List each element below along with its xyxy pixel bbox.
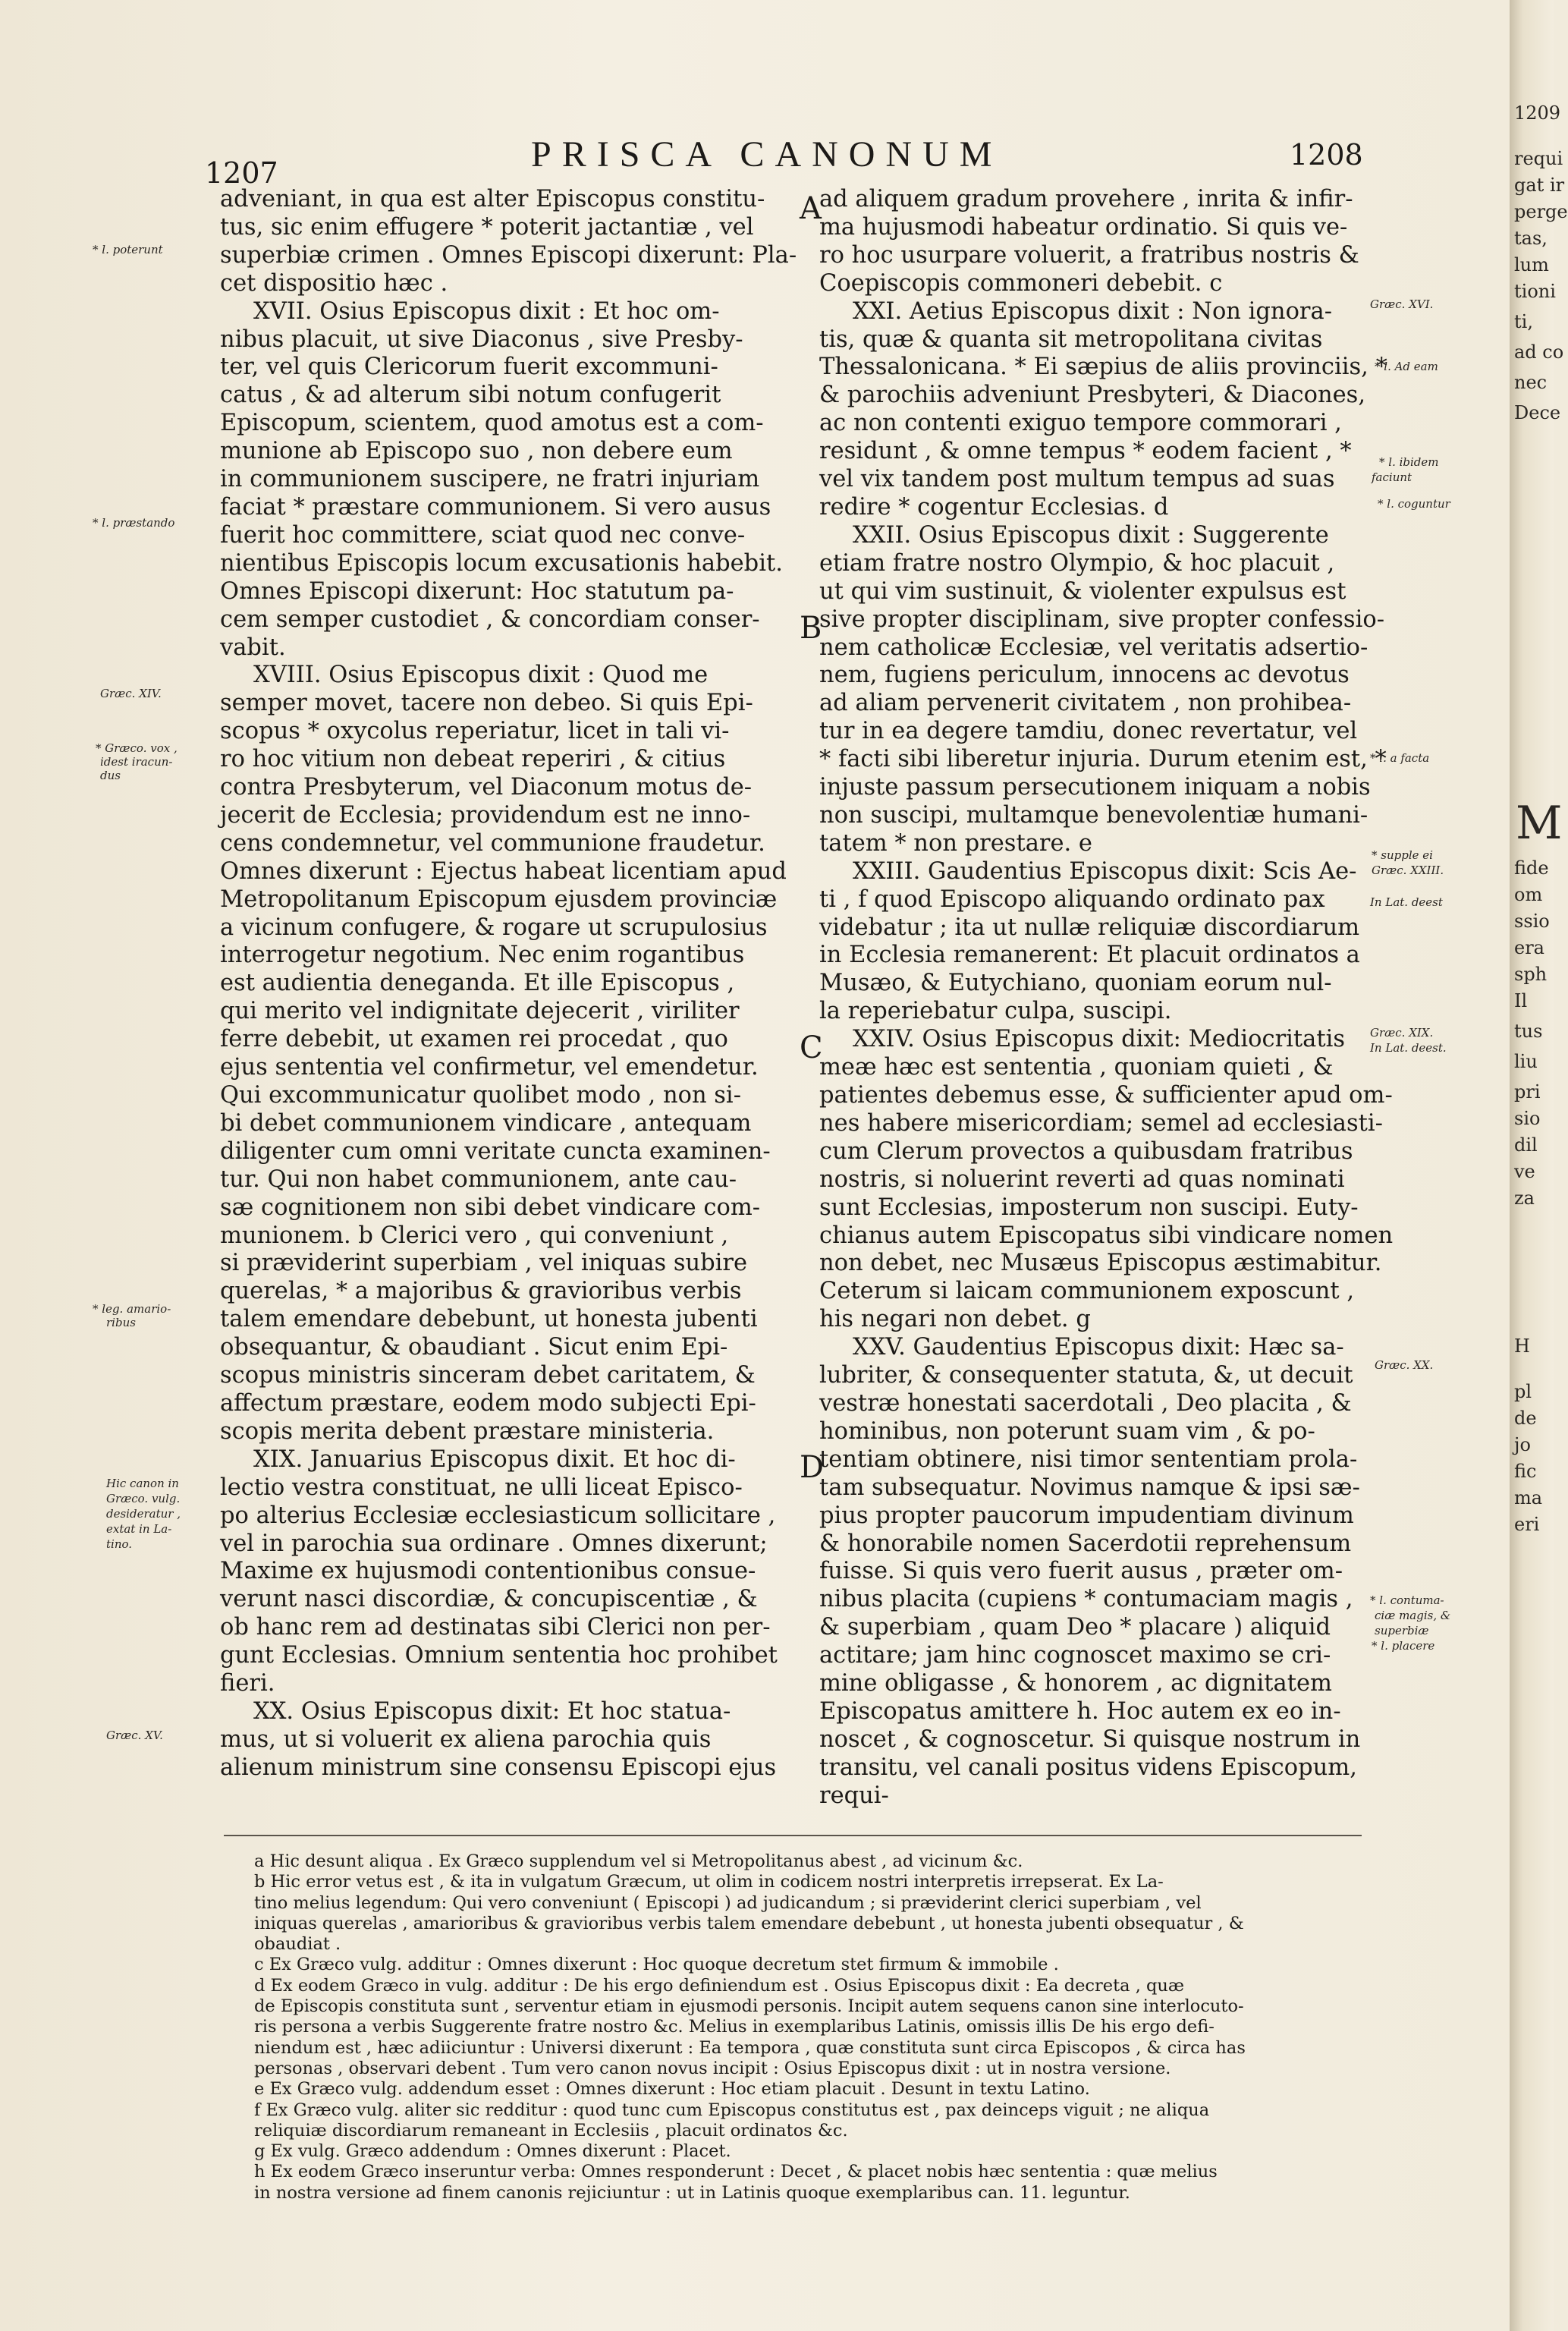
gutter-fragment: de: [1514, 1408, 1537, 1429]
text-line: ma hujusmodi habeatur ordinatio. Si quis ve-: [819, 213, 1348, 241]
text-line: vel in parochia sua ordinare . Omnes dixerunt;: [220, 1530, 768, 1557]
margin-note: Græc. XVI.: [1370, 297, 1434, 311]
text-line: Musæo, & Eutychiano, quoniam eorum nul-: [819, 970, 1332, 997]
text-line: Episcopum, scientem, quod amotus est a com-: [220, 410, 764, 437]
gutter-fragment: jo: [1514, 1434, 1531, 1455]
text-line: vel vix tandem post multum tempus ad suas: [819, 466, 1335, 493]
text-line: qui merito vel indignitate dejecerit , viriliter: [220, 998, 740, 1025]
footnote-line: c Ex Græco vulg. additur : Omnes dixerunt : Hoc quoque decretum stet firmum & immobile .: [254, 1955, 1059, 1975]
text-line: Coepiscopis commoneri debebit. c: [819, 269, 1223, 297]
text-line: lectio vestra constituat, ne ulli liceat Episco-: [220, 1474, 743, 1501]
text-line: XVIII. Osius Episcopus dixit : Quod me: [253, 662, 709, 689]
text-line: mine obligasse , & honorem , ac dignitatem: [819, 1670, 1332, 1697]
text-line: tur. Qui non habet communionem, ante cau-: [220, 1166, 737, 1193]
text-line: ejus sententia vel confirmetur, vel emendetur.: [220, 1054, 759, 1081]
footnote-line: h Ex eodem Græco inseruntur verba: Omnes responderunt : Decet , & placet nobis hæc sententia : quæ melius: [254, 2162, 1218, 2182]
section-marker-b: B: [800, 611, 822, 646]
text-line: munionem. b Clerici vero , qui conveniunt ,: [220, 1222, 729, 1249]
text-line: * facti sibi liberetur injuria. Durum etenim est, *: [819, 746, 1387, 773]
section-marker-a: A: [800, 191, 822, 226]
text-line: cens condemnetur, vel communione fraudetur.: [220, 829, 765, 857]
text-line: XXI. Aetius Episcopus dixit : Non ignora-: [853, 297, 1332, 325]
footnote-line: a Hic desunt aliqua . Ex Græco supplendum vel si Metropolitanus abest , ad vicinum &c.: [254, 1851, 1023, 1871]
margin-note: * leg. amario-: [93, 1302, 171, 1316]
text-line: alienum ministrum sine consensu Episcopi ejus: [220, 1754, 777, 1781]
text-line: est audientia deneganda. Et ille Episcopus ,: [220, 970, 735, 997]
text-line: faciat * præstare communionem. Si vero ausus: [220, 493, 771, 521]
text-line: & parochiis adveniunt Presbyteri, & Diacones,: [819, 382, 1366, 409]
text-line: XX. Osius Episcopus dixit: Et hoc statua-: [253, 1697, 731, 1725]
text-line: chianus autem Episcopatus sibi vindicare nomen: [819, 1222, 1394, 1249]
gutter-fragment: ma: [1514, 1487, 1543, 1508]
text-line: XXII. Osius Episcopus dixit : Suggerente: [853, 521, 1329, 549]
text-line: sive propter disciplinam, sive propter confessio-: [819, 606, 1385, 633]
text-line: XXIII. Gaudentius Episcopus dixit: Scis Ae-: [853, 857, 1357, 885]
section-marker-d: D: [800, 1450, 825, 1485]
gutter-fragment: tus: [1514, 1021, 1543, 1042]
text-line: XVII. Osius Episcopus dixit : Et hoc om-: [253, 297, 720, 325]
text-line: scopis merita debent præstare ministeria.: [220, 1417, 715, 1445]
margin-note: * l. poterunt: [93, 243, 163, 256]
text-line: residunt , & omne tempus * eodem facient , *: [819, 438, 1352, 465]
margin-note: extat in La-: [106, 1522, 172, 1536]
text-line: XIX. Januarius Episcopus dixit. Et hoc di-: [253, 1445, 736, 1473]
gutter-fragment: nec: [1514, 372, 1548, 393]
gutter-fragment: za: [1514, 1188, 1535, 1209]
text-line: requi-: [819, 1782, 889, 1809]
margin-note: * l. Ad eam: [1375, 360, 1438, 373]
text-line: affectum præstare, eodem modo subjecti Epi-: [220, 1389, 756, 1417]
margin-note: idest iracun-: [100, 755, 173, 769]
text-line: la reperiebatur culpa, suscipi.: [819, 998, 1172, 1025]
margin-note: dus: [100, 769, 121, 782]
gutter-fragment: sph: [1514, 964, 1548, 985]
text-line: Metropolitanum Episcopum ejusdem provinciæ: [220, 886, 778, 913]
text-line: scopus * oxycolus reperiatur, licet in tali vi-: [220, 718, 730, 745]
margin-note: tino.: [106, 1537, 133, 1551]
gutter-fragment: om: [1514, 884, 1543, 905]
footnote-line: e Ex Græco vulg. addendum esset : Omnes dixerunt : Hoc etiam placuit . Desunt in textu Latino.: [254, 2079, 1090, 2100]
footnote-line: niendum est , hæc adiiciuntur : Universi dixerunt : Ea tempora , quæ constituta sunt circa Episcopos , & circa has: [254, 2037, 1246, 2058]
margin-note: Hic canon in: [106, 1477, 179, 1490]
text-line: his negari non debet. g: [819, 1306, 1091, 1333]
margin-note: ciæ magis, &: [1375, 1609, 1451, 1622]
text-line: transitu, vel canali positus videns Episcopum,: [819, 1754, 1357, 1781]
margin-note: desideratur ,: [106, 1507, 181, 1521]
footnote-line: tino melius legendum: Qui vero conveniunt ( Episcopi ) ad judicandum ; si præviderint clerici superbiam , vel: [254, 1892, 1202, 1913]
text-line: bi debet communionem vindicare , antequam: [220, 1109, 752, 1137]
text-line: ter, vel quis Clericorum fuerit excommuni-: [220, 354, 718, 381]
text-line: cum Clerum provectos a quibusdam fratribus: [819, 1137, 1353, 1165]
gutter-fragment: ti,: [1514, 311, 1533, 332]
text-line: talem emendare debebunt, ut honesta jubenti: [220, 1306, 758, 1333]
margin-note: * supple ei: [1372, 848, 1433, 862]
gutter-fragment: era: [1514, 937, 1544, 958]
text-line: Qui excommunicatur quolibet modo , non si-: [220, 1082, 741, 1109]
gutter-fragment: 1209: [1514, 102, 1561, 124]
footnote-line: obaudiat .: [254, 1934, 341, 1955]
text-line: vestræ honestati sacerdotali , Deo placita , &: [819, 1389, 1352, 1417]
text-line: patientes debemus esse, & sufficienter apud om-: [819, 1082, 1393, 1109]
text-line: obsequantur, & obaudiant . Sicut enim Epi-: [220, 1334, 728, 1361]
margin-note: Græc. XX.: [1375, 1358, 1434, 1372]
gutter-fragment: gat ir: [1514, 175, 1565, 196]
footnote-line: reliquiæ discordiarum remaneant in Ecclesiis , placuit ordinatos &c.: [254, 2120, 848, 2141]
text-line: nem, fugiens periculum, innocens ac devotus: [819, 662, 1350, 689]
gutter-fragment: tas,: [1514, 228, 1548, 249]
footnote-line: b Hic error vetus est , & ita in vulgatum Græcum, ut olim in codicem nostri interpretis irrepserat. Ex La-: [254, 1872, 1164, 1892]
text-line: tus, sic enim effugere * poterit jactantiæ , vel: [220, 213, 754, 241]
text-line: Omnes dixerunt : Ejectus habeat licentiam apud: [220, 857, 787, 885]
text-line: adveniant, in qua est alter Episcopus constitu-: [220, 186, 765, 212]
text-line: scopus ministris sinceram debet caritatem, &: [220, 1362, 756, 1389]
text-line: Maxime ex hujusmodi contentionibus consue-: [220, 1558, 756, 1585]
margin-note: * l. ibidem: [1379, 455, 1439, 469]
gutter-fragment: liu: [1514, 1051, 1538, 1072]
text-line: verunt nasci discordiæ, & concupiscentiæ , &: [220, 1586, 758, 1613]
margin-note: * l. præstando: [93, 516, 175, 530]
text-line: & honorabile nomen Sacerdotii reprehensum: [819, 1530, 1352, 1557]
text-line: si præviderint superbiam , vel iniquas subire: [220, 1250, 748, 1277]
text-line: fuisse. Si quis vero fuerit ausus , præter om-: [819, 1558, 1343, 1585]
text-line: videbatur ; ita ut nullæ reliquiæ discordiarum: [819, 914, 1360, 941]
text-line: etiam fratre nostro Olympio, & hoc placuit ,: [819, 549, 1335, 577]
margin-note: superbiæ: [1375, 1624, 1429, 1637]
text-line: munione ab Episcopo suo , non debere eum: [220, 438, 733, 465]
margin-note: Græc. XV.: [106, 1729, 163, 1742]
text-line: in Ecclesia remanerent: Et placuit ordinatos a: [819, 942, 1360, 969]
footnote-line: iniquas querelas , amarioribus & gravioribus verbis talem emendare debebunt , ut honesta jubenti obsequatur , &: [254, 1913, 1244, 1933]
text-line: sunt Ecclesias, imposterum non suscipi. Euty-: [819, 1194, 1359, 1221]
text-line: Ceterum si laicam communionem exposcunt ,: [819, 1278, 1355, 1305]
text-line: Episcopatus amittere h. Hoc autem ex eo in-: [819, 1697, 1341, 1725]
text-line: nibus placuit, ut sive Diaconus , sive Presby-: [220, 326, 743, 353]
text-line: fuerit hoc committere, sciat quod nec conve-: [220, 521, 746, 549]
gutter-fragment: requi: [1514, 148, 1563, 169]
text-line: tis, quæ & quanta sit metropolitana civitas: [819, 326, 1323, 353]
text-line: querelas, * a majoribus & gravioribus verbis: [220, 1278, 742, 1305]
text-line: ad aliquem gradum provehere , inrita & infir-: [819, 186, 1353, 212]
text-line: XXV. Gaudentius Episcopus dixit: Hæc sa-: [853, 1334, 1344, 1361]
text-line: & superbiam , quam Deo * placare ) aliquid: [819, 1614, 1331, 1641]
gutter-fragment: pl: [1514, 1381, 1532, 1402]
text-line: injuste passum persecutionem iniquam a nobis: [819, 774, 1371, 801]
text-line: pius propter paucorum impudentiam divinum: [819, 1502, 1354, 1529]
text-line: actitare; jam hinc cognoscet maximo se cri-: [819, 1642, 1331, 1669]
text-line: gunt Ecclesias. Omnium sententia hoc prohibet: [220, 1642, 778, 1669]
margin-note: Græco. vulg.: [106, 1492, 181, 1505]
gutter-fragment: pri: [1514, 1081, 1541, 1103]
margin-note: Græc. XIV.: [100, 687, 162, 700]
gutter-fragment: Dece: [1514, 402, 1561, 423]
footnote-line: ris persona a verbis Suggerente fratre nostro &c. Melius in exemplaribus Latinis, omissis illis De his ergo defi-: [254, 2017, 1214, 2037]
text-line: non debet, nec Musæus Episcopus æstimabitur.: [819, 1250, 1382, 1277]
gutter-fragment: perge: [1514, 201, 1568, 222]
text-line: ro hoc usurpare voluerit, a fratribus nostris &: [819, 241, 1359, 269]
text-line: non suscipi, multamque benevolentiæ humani-: [819, 801, 1368, 829]
text-line: Omnes Episcopi dixerunt: Hoc statutum pa-: [220, 577, 734, 605]
margin-note: Græc. XIX.: [1370, 1026, 1434, 1040]
text-line: jecerit de Ecclesia; providendum est ne inno-: [220, 801, 751, 829]
text-line: superbiæ crimen . Omnes Episcopi dixerunt: Pla-: [220, 241, 797, 269]
gutter-fragment: M: [1516, 797, 1563, 850]
footnote-line: in nostra versione ad finem canonis rejiciuntur : ut in Latinis quoque exemplaribus can. 11. leguntur.: [254, 2182, 1130, 2203]
gutter-fragment: fide: [1514, 857, 1549, 879]
text-line: contra Presbyterum, vel Diaconum motus de-: [220, 774, 753, 801]
text-line: hominibus, non poterunt suam vim , & po-: [819, 1417, 1315, 1445]
footnote-line: g Ex vulg. Græco addendum : Omnes dixerunt : Placet.: [254, 2141, 731, 2162]
text-line: noscet , & cognoscetur. Si quisque nostrum in: [819, 1725, 1361, 1753]
text-line: lubriter, & consequenter statuta, &, ut decuit: [819, 1362, 1353, 1389]
text-line: ad aliam pervenerit civitatem , non prohibea-: [819, 690, 1352, 717]
text-line: ut qui vim sustinuit, & violenter expulsus est: [819, 577, 1346, 605]
gutter-fragment: dil: [1514, 1134, 1538, 1156]
text-line: tur in ea degere tamdiu, donec revertatur, vel: [819, 718, 1358, 745]
text-line: catus , & ad alterum sibi notum confugerit: [220, 382, 721, 409]
section-marker-c: C: [800, 1030, 823, 1065]
gutter-fragment: ssio: [1514, 911, 1550, 932]
text-line: meæ hæc est sententia , quoniam quieti , &: [819, 1054, 1334, 1081]
margin-note: * l. a facta: [1370, 751, 1430, 765]
margin-note: * l. placere: [1372, 1639, 1435, 1653]
text-line: interrogetur negotium. Nec enim rogantibus: [220, 942, 745, 969]
margin-note: * l. contuma-: [1370, 1593, 1444, 1607]
text-line: mus, ut si voluerit ex aliena parochia quis: [220, 1725, 712, 1753]
text-line: Thessalonicana. * Ei sæpius de aliis provinciis, *: [819, 354, 1387, 381]
running-title: PRISCA CANONUM: [531, 134, 1003, 175]
text-line: XXIV. Osius Episcopus dixit: Mediocritatis: [853, 1026, 1346, 1053]
footnote-line: personas , observari debent . Tum vero canon novus incipit : Osius Episcopus dixit : ut in nostra versione.: [254, 2058, 1171, 2078]
text-line: vabit.: [220, 634, 286, 661]
text-line: nientibus Episcopis locum excusationis habebit.: [220, 549, 783, 577]
text-line: ferre debebit, ut examen rei procedat , quo: [220, 1026, 728, 1053]
page-number-left: 1207: [205, 156, 278, 190]
text-line: tentiam obtinere, nisi timor sententiam prola-: [819, 1445, 1358, 1473]
text-line: a vicinum confugere, & rogare ut scrupulosius: [220, 914, 768, 941]
text-line: cem semper custodiet , & concordiam conser-: [220, 606, 760, 633]
gutter-fragment: ve: [1514, 1161, 1535, 1182]
gutter-fragment: tioni: [1514, 281, 1556, 302]
text-line: ob hanc rem ad destinatas sibi Clerici non per-: [220, 1614, 771, 1641]
text-line: nibus placita (cupiens * contumaciam magis ,: [819, 1586, 1353, 1613]
gutter-fragment: lum: [1514, 254, 1549, 275]
gutter-fragment: ad co: [1514, 341, 1564, 363]
margin-note: In Lat. deest.: [1370, 1041, 1447, 1055]
text-line: tam subsequatur. Novimus namque & ipsi sæ-: [819, 1474, 1360, 1501]
text-line: ac non contenti exiguo tempore commorari ,: [819, 410, 1342, 437]
left-column: [220, 186, 800, 1782]
footnote-line: d Ex eodem Græco in vulg. additur : De his ergo definiendum est . Osius Episcopus dixit : Ea decreta , quæ: [254, 1975, 1185, 1996]
margin-note: * l. coguntur: [1378, 497, 1450, 511]
text-line: nostris, si noluerint reverti ad quas nominati: [819, 1166, 1345, 1193]
gutter-fragment: fic: [1514, 1461, 1537, 1482]
gutter-fragment: eri: [1514, 1514, 1540, 1535]
page-number-right: 1208: [1290, 138, 1363, 171]
margin-note: ribus: [106, 1316, 136, 1329]
running-header: [0, 129, 1510, 190]
margin-note: Græc. XXIII.: [1372, 864, 1444, 877]
text-line: nes habere misericordiam; semel ad ecclesiasti-: [819, 1109, 1383, 1137]
gutter-fragment: H: [1514, 1335, 1530, 1357]
footnote-rule: [224, 1835, 1362, 1836]
footnote-line: de Episcopis constituta sunt , serventur etiam in ejusmodi personis. Incipit autem sequens canon sine interlocuto-: [254, 1996, 1244, 2017]
text-line: semper movet, tacere non debeo. Si quis Epi-: [220, 690, 753, 717]
next-page-edge: [1510, 0, 1568, 2331]
gutter-fragment: Il: [1514, 990, 1528, 1011]
text-line: fieri.: [220, 1670, 275, 1697]
text-line: nem catholicæ Ecclesiæ, vel veritatis adsertio-: [819, 634, 1368, 661]
text-line: diligenter cum omni veritate cuncta examinen-: [220, 1137, 771, 1165]
text-line: po alterius Ecclesiæ ecclesiasticum sollicitare ,: [220, 1502, 776, 1529]
text-line: cet dispositio hæc .: [220, 269, 448, 297]
text-line: in communionem suscipere, ne fratri injuriam: [220, 466, 760, 493]
footnote-line: f Ex Græco vulg. aliter sic redditur : quod tunc cum Episcopus constitutus est , pax deinceps viguit ; ne aliqua: [254, 2100, 1210, 2120]
footnotes: [254, 1851, 1392, 2204]
text-line: sæ cognitionem non sibi debet vindicare com-: [220, 1194, 761, 1221]
margin-note: In Lat. deest: [1370, 895, 1443, 909]
margin-note: faciunt: [1372, 470, 1412, 484]
margin-note: * Græco. vox ,: [96, 741, 178, 755]
gutter-fragment: sio: [1514, 1108, 1541, 1129]
text-line: tatem * non prestare. e: [819, 829, 1092, 857]
text-line: redire * cogentur Ecclesias. d: [819, 493, 1169, 521]
text-line: ti , f quod Episcopo aliquando ordinato pax: [819, 886, 1325, 913]
text-line: ro hoc vitium non debeat reperiri , & citius: [220, 746, 726, 773]
